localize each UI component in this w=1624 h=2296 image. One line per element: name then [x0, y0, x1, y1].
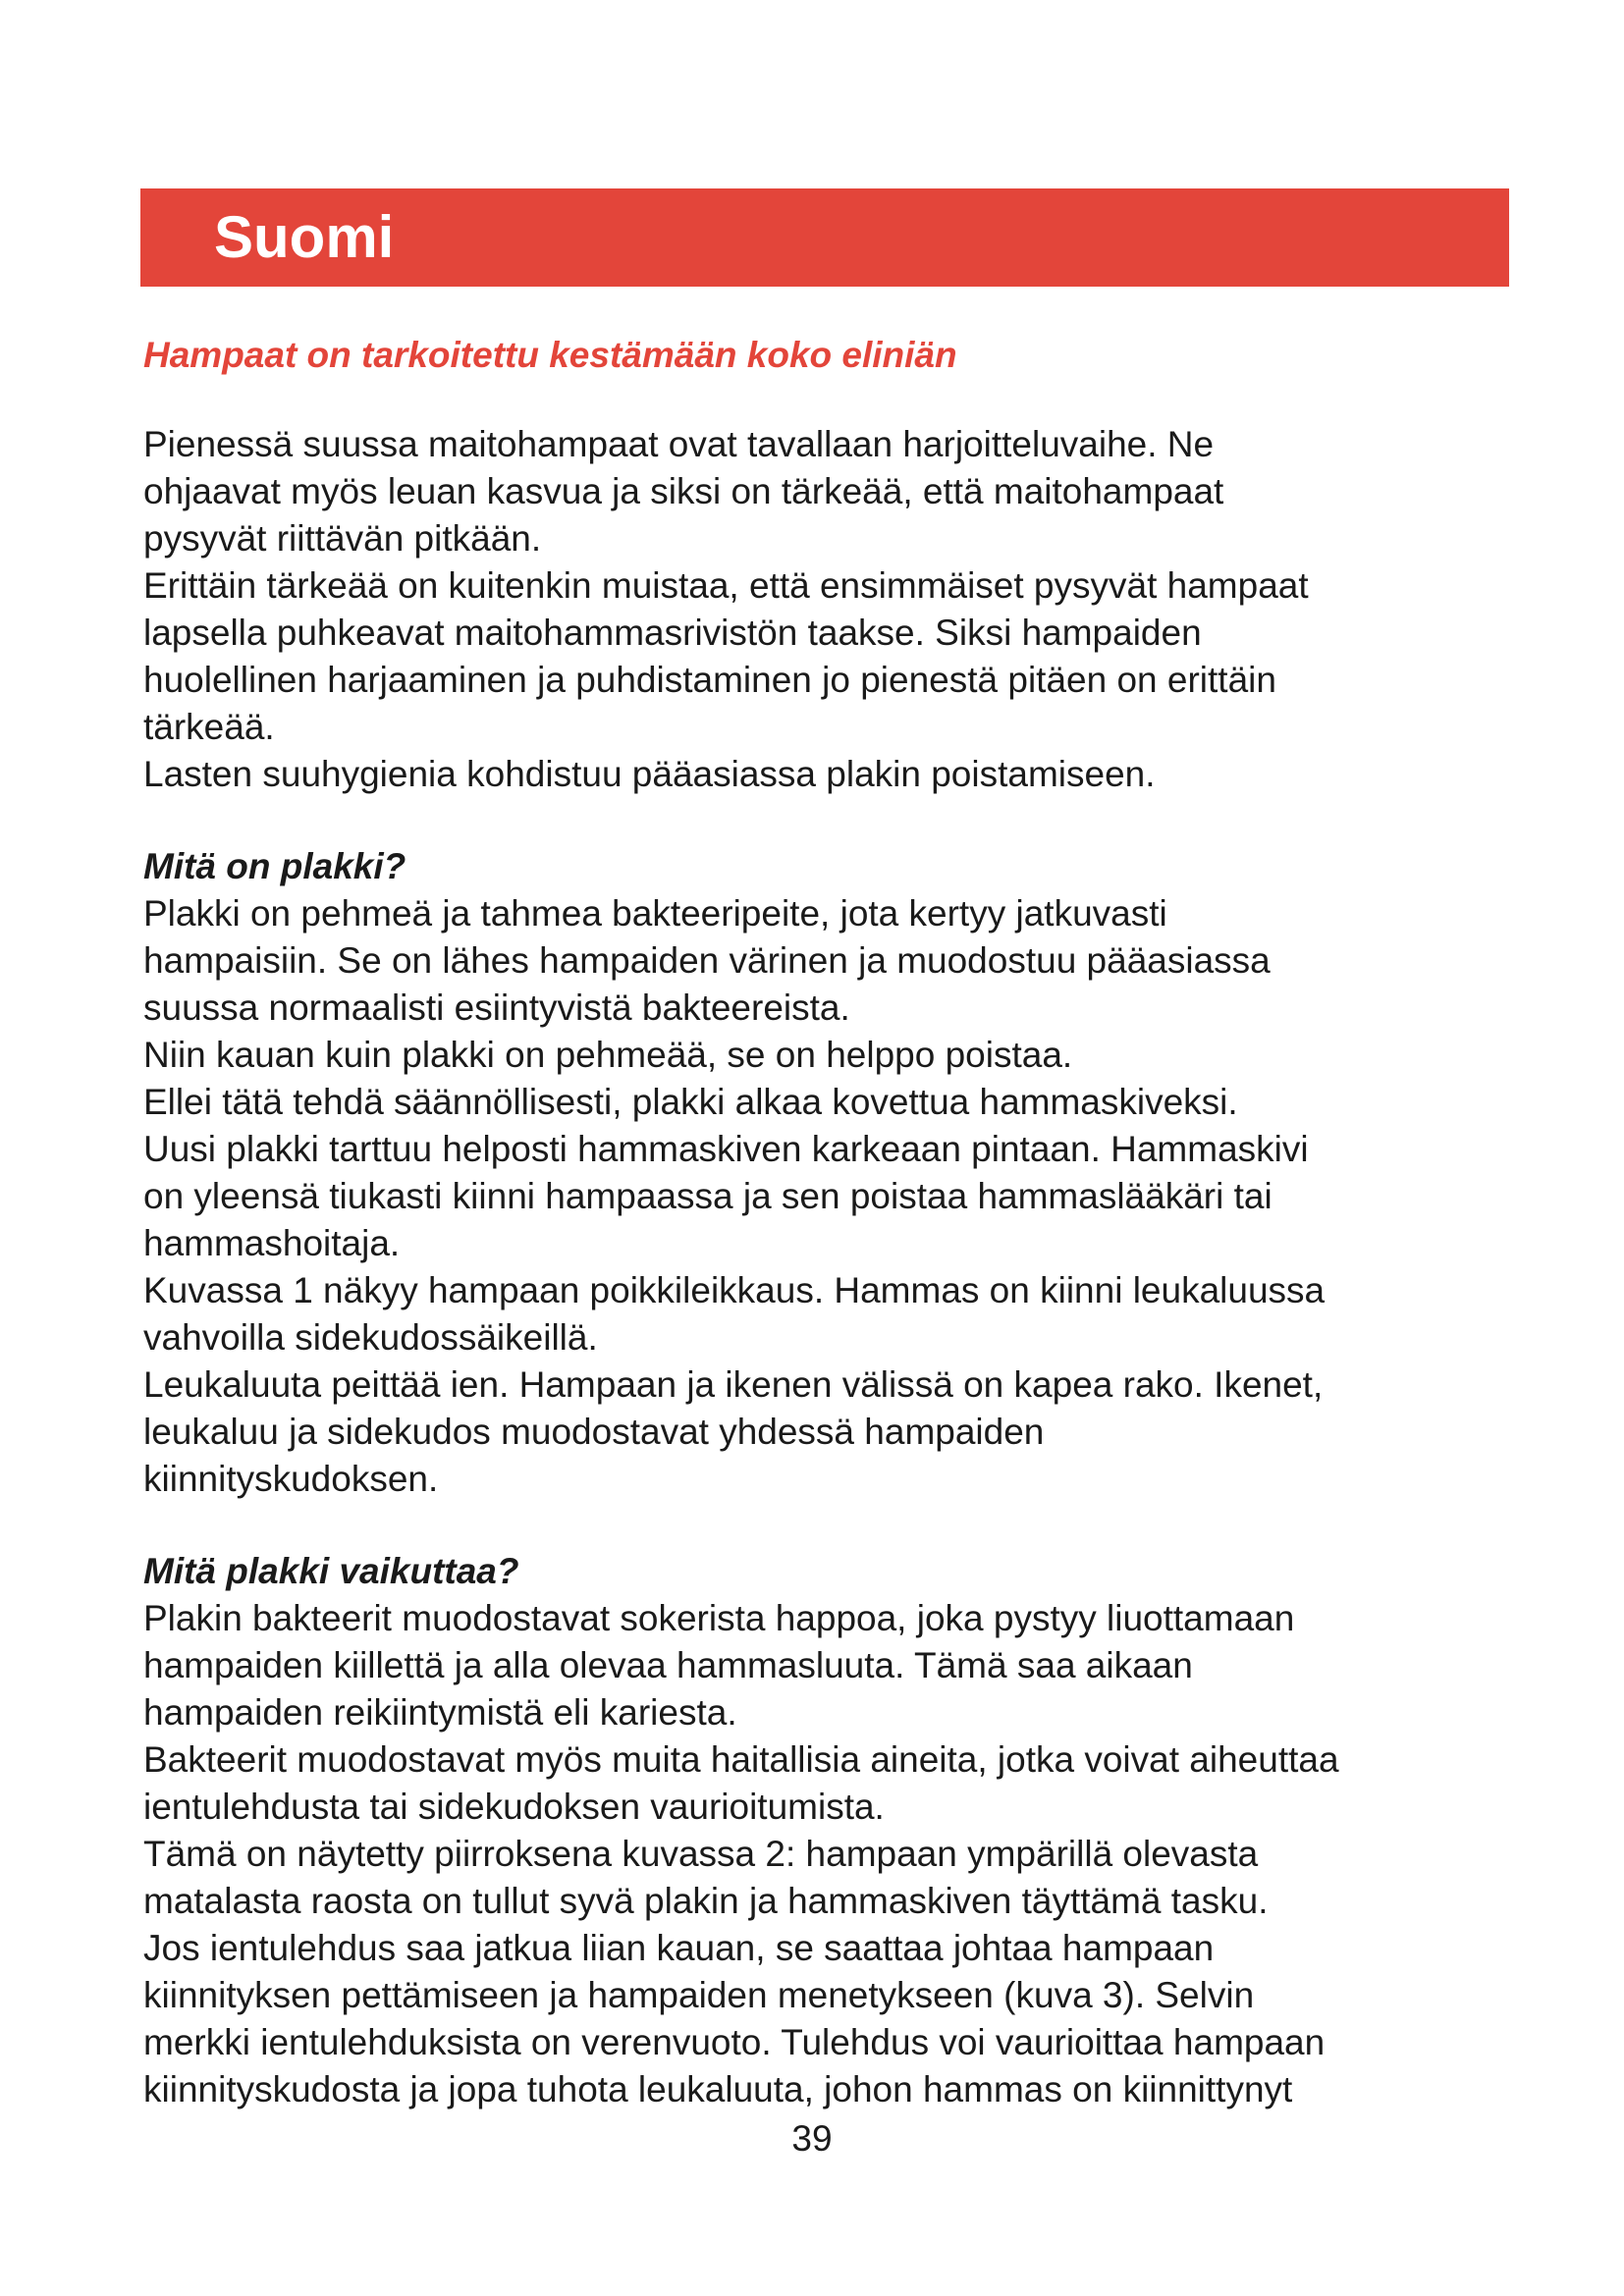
plaque-paragraph: Kuvassa 1 näkyy hampaan poikkileikkaus. Hammas on kiinni leukaluussa vahvoilla sidekudossäikeillä.: [143, 1270, 1326, 1358]
plaque-paragraph: Leukaluuta peittää ien. Hampaan ja ikenen välissä on kapea rako. Ikenet, leukaluu ja sidekudos muodostavat yhdessä hampaiden kiinnityskudoksen.: [143, 1364, 1324, 1499]
intro-section: [143, 421, 1518, 798]
main-heading: Hampaat on tarkoitettu kestämään koko eliniän: [143, 335, 957, 375]
intro-paragraph: Erittäin tärkeää on kuitenkin muistaa, että ensimmäiset pysyvät hampaat lapsella puhkeavat maitohammasrivistön taakse. Siksi hampaiden huolellinen harjaaminen ja puhdistaminen jo pienestä pitäen on erittäin tärkeää.: [143, 565, 1309, 747]
plaque-effects-paragraph: Bakteerit muodostavat myös muita haitallisia aineita, jotka voivat aiheuttaa ientulehdusta tai sidekudoksen vaurioitumista.: [143, 1739, 1339, 1827]
page-content: [143, 332, 1518, 2113]
plaque-effects-paragraph: Plakin bakteerit muodostavat sokerista happoa, joka pystyy liuottamaan hampaiden kiillettä ja alla olevaa hammasluuta. Tämä saa aikaan hampaiden reikiintymistä eli kariesta.: [143, 1598, 1295, 1733]
plaque-paragraph: Uusi plakki tarttuu helposti hammaskiven karkeaan pintaan. Hammaskivi on yleensä tiukasti kiinni hampaassa ja sen poistaa hammaslääkäri tai hammashoitaja.: [143, 1129, 1309, 1263]
section-heading-plaque-effects: Mitä plakki vaikuttaa?: [143, 1551, 519, 1591]
page-number: 39: [791, 2118, 833, 2159]
language-title: Suomi: [214, 204, 395, 270]
plaque-paragraph: Ellei tätä tehdä säännöllisesti, plakki alkaa kovettua hammaskiveksi.: [143, 1082, 1238, 1122]
plaque-effects-section: [143, 1548, 1518, 2113]
plaque-effects-paragraph: Tämä on näytetty piirroksena kuvassa 2: hampaan ympärillä olevasta matalasta raosta on tullut syvä plakin ja hammaskiven täyttämä tasku.: [143, 1834, 1269, 1921]
plaque-paragraph: Plakki on pehmeä ja tahmea bakteeripeite, jota kertyy jatkuvasti hampaisiin. Se on lähes hampaiden värinen ja muodostuu pääasiassa suussa normaalisti esiintyvistä bakteereista.: [143, 893, 1271, 1028]
intro-paragraph: Lasten suuhygienia kohdistuu pääasiassa plakin poistamiseen.: [143, 754, 1156, 794]
language-banner: [140, 188, 1509, 287]
intro-paragraph: Pienessä suussa maitohampaat ovat tavallaan harjoitteluvaihe. Ne ohjaavat myös leuan kasvua ja siksi on tärkeää, että maitohampaat pysyvät riittävän pitkään.: [143, 424, 1224, 559]
section-heading-plaque: Mitä on plakki?: [143, 846, 406, 886]
plaque-section: [143, 843, 1518, 1503]
plaque-effects-paragraph: Jos ientulehdus saa jatkua liian kauan, se saattaa johtaa hampaan kiinnityksen pettämiseen ja hampaiden menetykseen (kuva 3). Selvin merkki ientulehduksista on verenvuoto. Tulehdus voi vaurioittaa hampaan kiinnityskudosta ja jopa tuhota leukaluuta, johon hammas on kiinnittynyt: [143, 1928, 1326, 2109]
plaque-paragraph: Niin kauan kuin plakki on pehmeää, se on helppo poistaa.: [143, 1035, 1073, 1075]
